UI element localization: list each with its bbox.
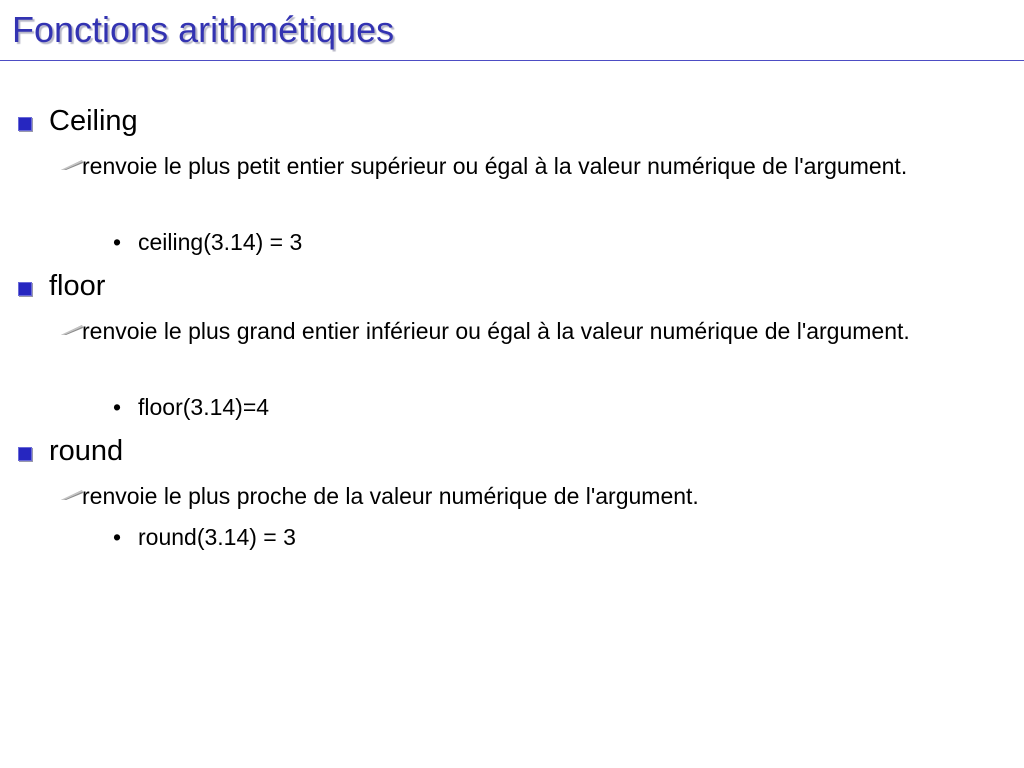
title-divider (0, 60, 1024, 61)
example-text: ceiling(3.14) = 3 (138, 229, 303, 255)
bullet-heading: floor (49, 270, 106, 302)
bullet-heading: Ceiling (49, 105, 138, 137)
arrow-bullet-icon (60, 157, 84, 171)
square-bullet-icon (18, 447, 32, 461)
arrow-bullet-icon (60, 322, 84, 336)
dot-bullet: • (113, 229, 122, 255)
example-text: round(3.14) = 3 (138, 524, 296, 550)
example-text: floor(3.14)=4 (138, 394, 270, 420)
description-text: renvoie le plus grand entier inférieur ou égal à la valeur numérique de l'argument. (82, 318, 910, 344)
dot-bullet: • (113, 394, 122, 420)
description-text: renvoie le plus proche de la valeur numérique de l'argument. (82, 483, 699, 509)
description-text: renvoie le plus petit entier supérieur ou égal à la valeur numérique de l'argument. (82, 153, 908, 179)
bullet-heading: round (49, 435, 124, 467)
dot-bullet: • (113, 524, 122, 550)
slide-title: Fonctions arithmétiques (12, 9, 395, 50)
square-bullet-icon (18, 282, 32, 296)
square-bullet-icon (18, 117, 32, 131)
arrow-bullet-icon (60, 487, 84, 501)
